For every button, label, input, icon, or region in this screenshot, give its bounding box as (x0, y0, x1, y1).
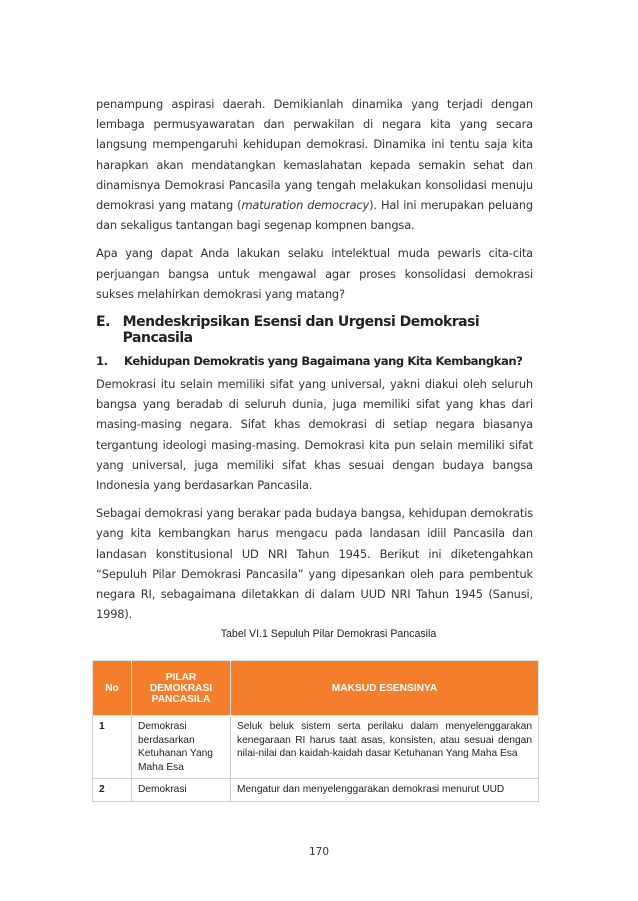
paragraph-2: Apa yang dapat Anda lakukan selaku intelektual muda pewaris cita-cita perjuangan bangsa untuk mengawal agar proses konsolidasi demokrasi sukses melahirkan demokrasi yang matang? (96, 246, 533, 301)
header-pilar: PILAR DEMOKRASI PANCASILA (132, 661, 231, 716)
table-row (93, 779, 539, 802)
header-maksud: MAKSUD ESENSINYA (231, 661, 539, 716)
page-number: 170 (308, 846, 330, 858)
pilar-demokrasi-table (92, 660, 539, 802)
row-1-maksud: Seluk beluk sistem serta perilaku dalam menyelenggarakan kenegaraan RI harus taat asas, konsisten, atau sesuai dengan nilai-nilai dan kaidah-kaidah dasar Ketuhanan Yang Maha Esa (231, 716, 539, 779)
row-1-no: 1 (93, 716, 132, 779)
subsection-heading (96, 354, 533, 368)
paragraph-4: Sebagai demokrasi yang berakar pada budaya bangsa, kehidupan demokratis yang kita kembangkan harus mengacu pada landasan idiil Pancasila dan landasan konstitusional UD NRI Tahun 1945. Berikut ini diketengahkan “Sepuluh Pilar Demokrasi Pancasila” yang dipesankan oleh para pembentuk negara RI, sebagaimana diletakkan di dalam UUD NRI Tahun 1945 (Sanusi, 1998). (96, 506, 533, 622)
row-2-no: 2 (93, 779, 132, 802)
table-row (93, 716, 539, 779)
paragraph-1-text: penampung aspirasi daerah. Demikianlah dinamika yang terjadi dengan lembaga permusyawaratan dan perwakilan di negara kita yang secara langsung mempengaruhi kehidupan demokrasi. Dinamika ini tentu saja kita harapkan akan mendatangkan kemaslahatan kepada semakin sehat dan dinamisnya Demokrasi Pancasila yang tengah melakukan konsolidasi menuju demokrasi yang matang ( (96, 97, 533, 213)
table-caption: Tabel VI.1 Sepuluh Pilar Demokrasi Pancasila (220, 628, 437, 641)
section-label: E. (96, 314, 110, 331)
row-2-maksud: Mengatur dan menyelenggarakan demokrasi menurut UUD (231, 779, 539, 802)
subsection-label: 1. (96, 354, 108, 369)
paragraph-1-italic-term: maturation democracy (241, 198, 370, 213)
page-content (96, 94, 533, 648)
row-1-pilar: Demokrasi berdasarkan Ketuhanan Yang Maha Esa (132, 716, 231, 779)
table-header-row (93, 661, 539, 716)
header-no: No (93, 661, 132, 716)
paragraph-1-tail: ). Hal ini merupakan peluang dan sekaligus tantangan bagi segenap kompnen bangsa. (96, 198, 533, 233)
paragraph-3: Demokrasi itu selain memiliki sifat yang universal, yakni diakui oleh seluruh bangsa yang beradab di seluruh dunia, juga memiliki sifat yang khas dari masing-masing negara. Sifat khas demokrasi di setiap negara biasanya tergantung ideologi masing-masing. Demokrasi kita pun selain memiliki sifat yang universal, juga memiliki sifat khas sesuai dengan budaya bangsa Indonesia yang berdasarkan Pancasila. (96, 377, 533, 493)
row-2-pilar: Demokrasi (132, 779, 231, 802)
paragraph-1 (96, 94, 533, 235)
section-title: Mendeskripsikan Esensi dan Urgensi Demokrasi Pancasila (122, 314, 480, 347)
subsection-title: Kehidupan Demokratis yang Bagaimana yang Kita Kembangkan? (124, 354, 523, 369)
section-heading (96, 314, 533, 346)
